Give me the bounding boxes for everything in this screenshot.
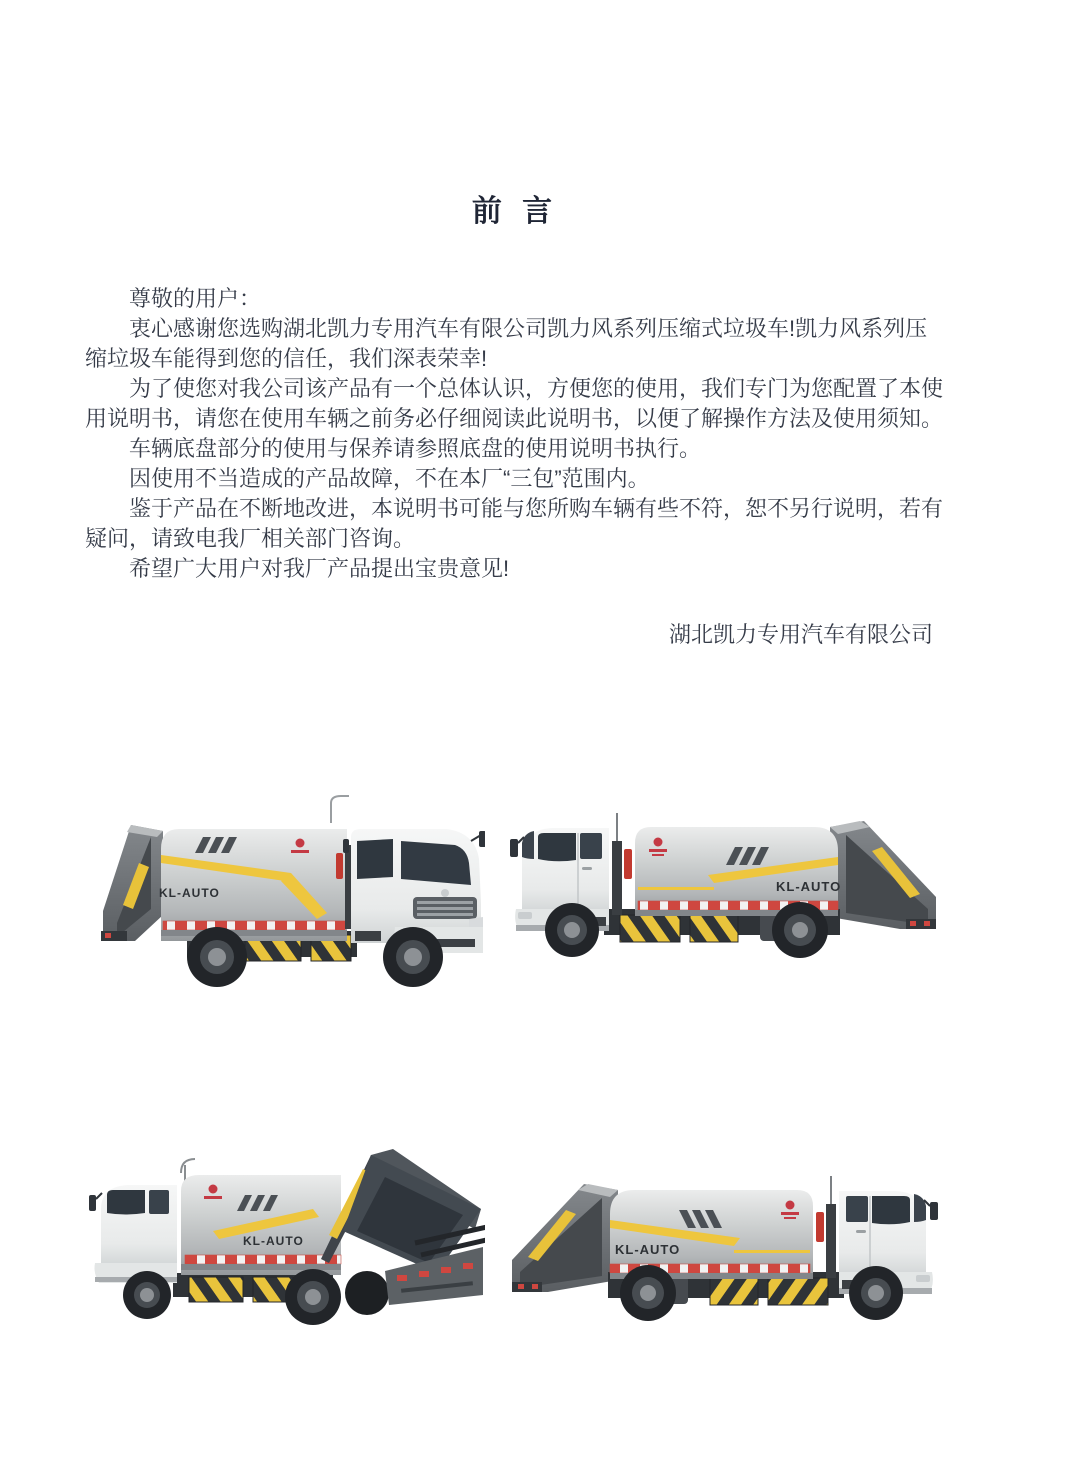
- truck-cab: [89, 1185, 177, 1283]
- truck-illustration-side-right: [503, 1152, 940, 1332]
- paragraph-improvement-note: 鉴于产品在不断地改进，本说明书可能与您所购车辆有些不符，恕不另行说明，若有疑问，请致电我厂相关部门咨询。: [85, 496, 944, 551]
- truck-illustration-rear-quarter: [85, 1143, 485, 1333]
- company-signature: 湖北凯力专用汽车有限公司: [668, 622, 933, 647]
- truck-chassis: [173, 1271, 389, 1315]
- paragraph-thanks: 衷心感谢您选购湖北凯力专用汽车有限公司凯力风系列压缩式垃圾车!凯力风系列压缩垃圾车能得到您的信任，我们深表荣幸!: [85, 316, 928, 371]
- truck-photo-side-cab-right: [503, 1152, 940, 1332]
- paragraph-manual-purpose: 为了使您对我公司该产品有一个总体认识，方便您的使用，我们专门为您配置了本使用说明书，请您在使用车辆之前务必仔细阅读此说明书，以便了解操作方法及使用须知。: [85, 376, 944, 431]
- salutation-line: 尊敬的用户：: [129, 286, 262, 311]
- truck-body: [181, 1159, 341, 1275]
- truck-body: [161, 796, 355, 941]
- truck-photo-side-cab-left: [508, 797, 938, 967]
- paragraph-chassis-note: 车辆底盘部分的使用与保养请参照底盘的使用说明书执行。: [129, 436, 702, 461]
- truck-photo-rear-quarter-tailgate-raised: [85, 1143, 485, 1333]
- truck-brand-text: KL-AUTO: [615, 1242, 681, 1257]
- paragraph-warranty-note: 因使用不当造成的产品故障，不在本厂“三包”范围内。: [129, 466, 650, 491]
- truck-brand-text: KL-AUTO: [776, 879, 842, 894]
- truck-raised-tailgate: [321, 1149, 485, 1305]
- truck-brand-text: KL-AUTO: [159, 886, 220, 900]
- page-title: 前 言: [471, 195, 559, 228]
- truck-tailgate: [101, 825, 163, 941]
- paragraph-feedback: 希望广大用户对我厂产品提出宝贵意见!: [129, 556, 510, 581]
- preface-body: [85, 284, 947, 584]
- truck-brand-text: KL-AUTO: [243, 1234, 304, 1248]
- truck-illustration-front-quarter: [95, 793, 485, 993]
- truck-photo-front-quarter: [95, 793, 485, 993]
- truck-illustration-side-left: [508, 797, 938, 967]
